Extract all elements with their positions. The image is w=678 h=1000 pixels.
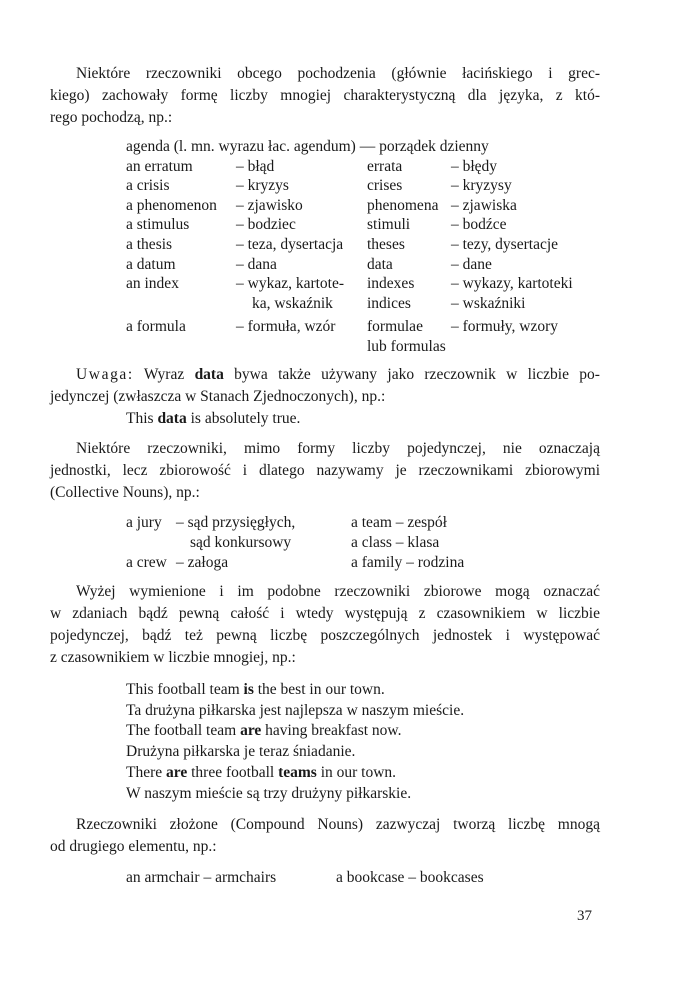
- note-keyword: data: [194, 366, 224, 383]
- intro-paragraph: [50, 63, 600, 129]
- vocab-meaning-singular: – teza, dysertacja: [236, 235, 344, 253]
- example-text: in our town.: [316, 763, 397, 781]
- vocab-meaning-singular: – kryzys: [236, 177, 289, 195]
- vocab-singular: a formula: [126, 318, 186, 336]
- collective-word: a crew: [126, 554, 167, 571]
- collective-note-line-3: pojedynczej, bądź też pewną liczbę poszczególnych jednostek i występować: [50, 627, 600, 644]
- example-sentence: [126, 680, 464, 701]
- intro-line-1: Niektóre rzeczowniki obcego pochodzenia (głównie łacińskiego i grec-: [76, 65, 600, 82]
- note-label: Uwaga:: [76, 366, 134, 383]
- example-verb: are: [240, 722, 262, 740]
- vocab-meaning-plural: – zjawiska: [451, 196, 517, 214]
- vocab-singular: a phenomenon: [126, 196, 217, 214]
- vocab-plural: lub formulas: [367, 337, 446, 355]
- vocab-meaning-singular: – wykaz, kartote-: [236, 275, 345, 293]
- vocab-meaning-singular: – dana: [236, 255, 277, 273]
- collective-meaning: sąd konkursowy: [190, 534, 292, 551]
- example-text: having breakfast now.: [261, 722, 402, 740]
- collective-note-paragraph: [50, 581, 600, 669]
- compound-intro-line-2: od drugiego elementu, np.:: [50, 838, 217, 855]
- collective-word: a jury: [126, 514, 162, 531]
- example-verb: are: [166, 763, 188, 781]
- vocab-meaning-plural: – bodźce: [451, 216, 507, 234]
- compound-example-left: an armchair – armchairs: [126, 869, 277, 886]
- collective-intro-line-2: jednostki, lecz zbiorowość i dlatego nazywamy je rzeczownikami zbiorowymi: [50, 462, 600, 479]
- vocab-meaning-plural: – kryzysy: [451, 177, 512, 195]
- vocab-meaning-plural: – formuły, wzory: [451, 318, 559, 336]
- vocab-header: agenda (l. mn. wyrazu łac. agendum) — porządek dzienny: [126, 138, 489, 155]
- note-example: is absolutely true.: [186, 410, 301, 427]
- vocab-plural: theses: [367, 235, 405, 253]
- collective-intro-line-3: (Collective Nouns), np.:: [50, 484, 200, 501]
- vocab-plural: data: [367, 255, 393, 273]
- note-example-keyword: data: [157, 410, 187, 427]
- intro-line-3: rego pochodzą, np.:: [50, 109, 173, 126]
- note-text: bywa także używany jako rzeczownik w liczbie po-: [223, 366, 600, 383]
- example-sentences: [126, 680, 464, 804]
- vocab-meaning-plural: – błędy: [451, 157, 498, 175]
- vocab-meaning-plural: – tezy, dysertacje: [451, 235, 559, 253]
- vocab-plural: indexes: [367, 275, 415, 293]
- collective-intro-paragraph: [50, 438, 600, 504]
- example-text: The football team: [126, 722, 241, 740]
- example-verb: is: [243, 681, 254, 698]
- collective-note-line-2: w zdaniach bądź pewną całość i wtedy występują z czasownikiem w liczbie: [50, 605, 600, 622]
- vocab-plural: phenomena: [367, 196, 439, 214]
- compound-intro-line-1: Rzeczowniki złożone (Compound Nouns) zazwyczaj tworzą liczbę mnogą: [76, 816, 600, 833]
- vocab-plural: stimuli: [367, 216, 411, 234]
- example-translation: Drużyna piłkarska je teraz śniadanie.: [126, 743, 356, 761]
- note-line-2: jedynczej (zwłaszcza w Stanach Zjednoczonych), np.:: [50, 388, 386, 405]
- vocab-plural: formulae: [367, 318, 423, 336]
- example-text: the best in our town.: [253, 681, 385, 698]
- page-number: 37: [577, 908, 592, 924]
- vocab-singular: an index: [126, 275, 179, 293]
- vocab-plural: errata: [367, 157, 403, 175]
- vocab-singular: a thesis: [126, 235, 173, 253]
- vocab-meaning-singular: – bodziec: [236, 216, 296, 234]
- vocab-singular: a crisis: [126, 177, 170, 195]
- vocab-plural: indices: [367, 294, 411, 312]
- example-text: three football: [187, 763, 279, 781]
- vocab-meaning-plural: – dane: [451, 255, 492, 273]
- vocab-meaning-singular: ka, wskaźnik: [252, 294, 333, 312]
- example-translation: W naszym mieście są trzy drużyny piłkarskie.: [126, 784, 412, 802]
- example-sentence: [126, 721, 464, 742]
- vocab-singular: a stimulus: [126, 216, 190, 234]
- vocab-meaning-singular: – błąd: [236, 157, 275, 175]
- vocab-meaning-plural: – wskaźniki: [451, 294, 526, 312]
- note-text: Wyraz: [143, 366, 195, 383]
- note-example: This: [126, 410, 158, 427]
- collective-note-line-4: z czasownikiem w liczbie mnogiej, np.:: [50, 649, 296, 666]
- collective-other: a team – zespół: [351, 514, 447, 531]
- collective-intro-line-1: Niektóre rzeczowniki, mimo formy liczby pojedynczej, nie oznaczają: [76, 440, 600, 457]
- collective-other: a class – klasa: [351, 534, 440, 551]
- collective-meaning: – sąd przysięgłych,: [176, 514, 296, 531]
- collective-other: a family – rodzina: [351, 554, 465, 571]
- compound-example-right: a bookcase – bookcases: [336, 869, 484, 886]
- example-noun: teams: [278, 763, 317, 781]
- vocab-meaning-singular: – formuła, wzór: [236, 318, 336, 336]
- vocab-singular: a datum: [126, 255, 176, 273]
- note-paragraph: [50, 364, 600, 430]
- intro-line-2: kiego) zachowały formę liczby mnogiej charakterystyczną dla języka, z któ-: [50, 87, 600, 104]
- vocab-meaning-singular: – zjawisko: [236, 196, 303, 214]
- example-text: This football team: [126, 681, 244, 698]
- vocab-meaning-plural: – wykazy, kartoteki: [451, 275, 573, 293]
- example-text: There: [126, 763, 167, 781]
- vocab-singular: an erratum: [126, 157, 193, 175]
- collective-note-line-1: Wyżej wymienione i im podobne rzeczowniki zbiorowe mogą oznaczać: [76, 583, 600, 600]
- example-sentence: [126, 763, 464, 784]
- vocab-plural: crises: [367, 177, 403, 195]
- example-translation: Ta drużyna piłkarska jest najlepsza w naszym mieście.: [126, 701, 465, 719]
- compound-intro-paragraph: [50, 814, 600, 858]
- collective-meaning: – załoga: [176, 554, 229, 571]
